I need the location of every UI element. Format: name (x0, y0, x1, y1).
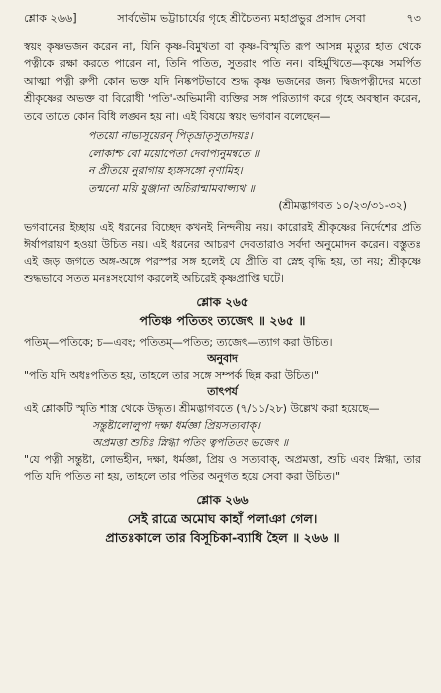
header-verse-ref: শ্লোক ২৬৬] (24, 12, 77, 25)
verse-265-text: পতিঞ্চ পতিতং ত্যজেৎ ॥ ২৬৫ ॥ (139, 313, 306, 328)
purport-quote (24, 417, 421, 451)
purport-heading: তাৎপর্য (207, 385, 238, 398)
header-page-number: ৭৩ (406, 12, 421, 25)
verse-265-heading: শ্লোক ২৬৫ (196, 295, 249, 309)
verse-266-line-1: সেই রাত্রে অমোঘ কাহাঁ পলাঞা গেল। (127, 511, 318, 526)
intro-paragraph: স্বয়ং কৃষ্ণভজন করেন না, যিনি কৃষ্ণ-বিমুখতা বা কৃষ্ণ-বিস্মৃতি রূপ আসন্ন মৃত্যুর হাত থেকে পত্নীকে রক্ষা করতে পারেন না, তিনি পতিত, সুতরাং পতি নন। বহির্মুখিতে—কৃষ্ণে সমর্পিত আত্মা পত্নী রুপী কোন ভক্ত যদি নিষ্কপটভাবে শুদ্ধ কৃষ্ণ ভজনের জন্য দ্বিজপত্নীদের মতো শ্রীকৃষ্ণের অভক্ত বা বিরোধী 'পতি'-অভিমানী ব্যক্তির সঙ্গ পরিত্যাগ করে গৃহে অবস্থান করেন, তবে তাতে কোন বিধি লঙ্ঘন হয় না। এই বিষয়ে স্বয়ং ভগবান বলেছেন— (24, 40, 421, 123)
verse-265-synonyms: পতিম্—পতিকে; চ—এবং; পতিতম্—পতিত; ত্যজেৎ—ত্যাগ করা উচিত। (24, 336, 333, 349)
purport-quote-line: সন্তুষ্টালোলুপা দক্ষা ধর্মজ্ঞা প্রিয়সত্যবাক্। (92, 419, 260, 432)
translation-heading: অনুবাদ (207, 352, 238, 365)
purport-quote-line: অপ্রমত্তা শুচিঃ স্নিগ্ধা পতিং ত্বপতিতং ভজেৎ ॥ (92, 436, 289, 449)
sanskrit-quote-line: লোকাশ্চ বো ময়োপেতা দেবাপ্যনুমন্বতে ॥ (88, 146, 260, 160)
sanskrit-quote (24, 127, 421, 197)
purport-translation: "যে পত্নী সন্তুষ্টা, লোভহীন, দক্ষা, ধর্মজ্ঞা, প্রিয় ও সত্যবাক্, অপ্রমত্তা, শুচি এবং স্নিগ্ধা, তার পতি যদি পতিত না হয়, তাহলে তার পতির অনুগত হয়ে সেবা করা উচিত।" (24, 453, 421, 483)
quote-source: (শ্রীমদ্ভাগবত ১০/২৩/৩১-৩২) (278, 199, 407, 213)
sanskrit-quote-line: তন্মনো ময়ি যুঞ্জানা অচিরান্মামবাপ্স্যথ ॥ (88, 181, 255, 195)
explanation-paragraph: ভগবানের ইচ্ছায় এই ধরনের বিচ্ছেদ কখনই নিন্দনীয় নয়। কারোরই শ্রীকৃষ্ণের নির্দেশের প্রতি ঈর্ষাপরায়ণ হওয়া উচিত নয়। এই ধরনের আচরণ দেবতারাও সর্বদা অনুমোদন করেন। বস্তুতঃ এই জড় জগতে অঙ্গ-অঙ্গে পরস্পর সঙ্গ হলেই যে প্রীতি বা স্নেহ বৃদ্ধি হয়, তা নয়; শ্রীকৃষ্ণে শুদ্ধভাবে সতত মনঃসংযোগ করলেই অচিরেই কৃষ্ণপ্রাপ্তি ঘটে। (24, 221, 421, 285)
sanskrit-quote-line: ন প্রীতয়ে নুরাগায় হ্যঙ্গসঙ্গো নৃণামিহ। (88, 164, 243, 178)
running-header (24, 10, 421, 28)
verse-266-line-2: প্রাতঃকালে তার বিসূচিকা-ব্যাধি হৈল ॥ ২৬৬ ॥ (105, 530, 340, 545)
verse-265-translation: "পতি যদি অধঃপতিত হয়, তাহলে তার সঙ্গে সম্পর্ক ছিন্ন করা উচিত।" (24, 369, 319, 382)
purport-intro: এই শ্লোকটি স্মৃতি শাস্ত্র থেকে উদ্ধৃত। শ্রীমদ্ভাগবতে (৭/১১/২৮) উল্লেখ করা হয়েছে— (24, 402, 380, 415)
header-chapter-title: সার্বভৌম ভট্টাচার্যের গৃহে শ্রীচৈতন্য মহাপ্রভুর প্রসাদ সেবা (117, 12, 366, 25)
sanskrit-quote-line: পতয়ো নাভ্যসূয়েরন্ পিতৃভ্রাতৃসুতাদয়ঃ। (88, 129, 253, 143)
verse-266-heading: শ্লোক ২৬৬ (196, 493, 249, 507)
